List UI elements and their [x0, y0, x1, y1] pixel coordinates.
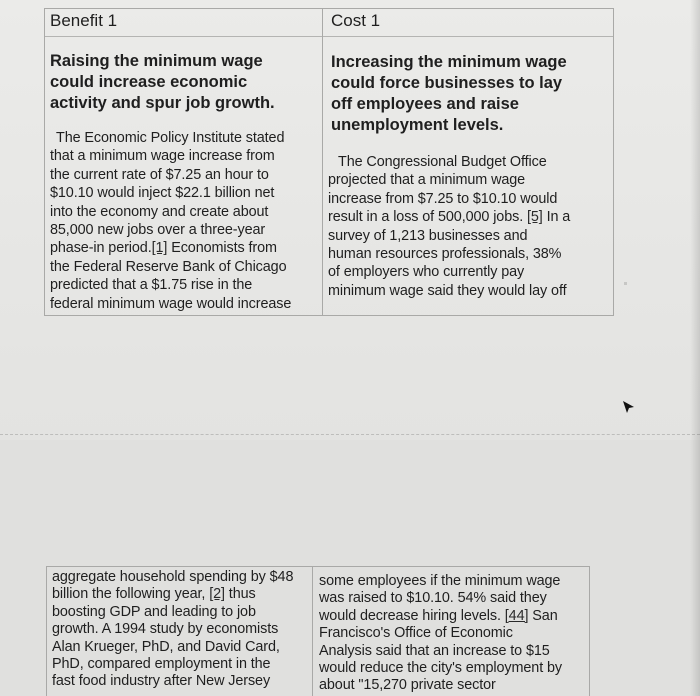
citation-link-5[interactable]: [5]: [527, 209, 543, 226]
body-text: would decrease hiring levels.: [319, 607, 505, 624]
body-line: increase from $7.25 to $10.10 would: [328, 190, 558, 207]
header-divider: [45, 36, 322, 37]
body-line: the current rate of $7.25 an hour to: [50, 166, 269, 183]
claim-line: unemployment levels.: [331, 116, 504, 134]
body-line: projected that a minimum wage: [328, 172, 526, 189]
page-break-line: [0, 434, 700, 435]
edge-shadow: [690, 0, 700, 696]
benefit-claim: [50, 51, 320, 114]
claim-line: Raising the minimum wage: [50, 52, 263, 70]
body-line: into the economy and create about: [50, 203, 269, 220]
body-text: thus: [224, 586, 256, 603]
benefit-cost-table: [44, 8, 614, 316]
body-line: [52, 586, 316, 603]
citation-link-2[interactable]: [2]: [209, 586, 225, 603]
body-line: boosting GDP and leading to job: [52, 603, 256, 620]
body-line: the Federal Reserve Bank of Chicago: [50, 258, 287, 275]
body-line: about "15,270 private sector: [319, 677, 496, 694]
body-line: 85,000 new jobs over a three-year: [50, 222, 266, 239]
cost-body: [328, 153, 612, 300]
body-line: [319, 608, 590, 625]
benefit-body: [50, 129, 322, 313]
body-line: minimum wage said they would lay off: [328, 282, 567, 299]
benefit-cost-table-continued: [46, 566, 590, 696]
body-line: [328, 208, 612, 226]
cost-column-continued: [313, 567, 590, 696]
body-line: would reduce the city's employment by: [319, 660, 563, 677]
body-line: predicted that a $1.75 rise in the: [50, 277, 253, 294]
body-line: aggregate household spending by $48: [52, 569, 294, 585]
claim-line: could force businesses to lay: [331, 74, 563, 92]
claim-line: activity and spur job growth.: [50, 94, 275, 112]
body-text: In a: [542, 209, 571, 226]
body-line: Alan Krueger, PhD, and David Card,: [52, 638, 280, 655]
cost-column: [323, 9, 613, 315]
citation-link-1[interactable]: [1]: [151, 240, 168, 257]
citation-link-44[interactable]: [44]: [504, 607, 529, 624]
body-line: that a minimum wage increase from: [50, 148, 275, 165]
claim-line: could increase economic: [50, 73, 248, 91]
body-text: San: [528, 607, 558, 624]
benefit-body-continued: [52, 569, 316, 691]
claim-line: Increasing the minimum wage: [331, 53, 567, 71]
body-line: human resources professionals, 38%: [328, 246, 562, 263]
header-divider: [323, 36, 613, 37]
body-line: PhD, compared employment in the: [52, 656, 271, 673]
body-line: of employers who currently pay: [328, 264, 525, 281]
body-line: some employees if the minimum wage: [319, 573, 561, 589]
cost-header: Cost 1: [331, 11, 381, 30]
cost-claim: [331, 52, 613, 136]
body-text: Economists from: [167, 240, 277, 257]
benefit-header: Benefit 1: [50, 11, 118, 30]
body-line: $10.10 would inject $22.1 billion net: [50, 185, 275, 202]
body-line: fast food industry after New Jersey: [52, 673, 271, 690]
body-line: growth. A 1994 study by economists: [52, 621, 279, 638]
cost-body-continued: [319, 573, 590, 695]
benefit-column: [45, 9, 323, 315]
claim-line: off employees and raise: [331, 95, 519, 113]
body-line: [50, 239, 322, 257]
speck: [624, 282, 627, 285]
benefit-column-continued: [47, 567, 313, 696]
body-text: result in a loss of 500,000 jobs.: [328, 209, 527, 226]
body-line: The Congressional Budget Office: [338, 154, 547, 170]
body-line: The Economic Policy Institute stated: [56, 130, 285, 146]
body-line: Analysis said that an increase to $15: [319, 642, 550, 659]
body-text: phase-in period.: [50, 240, 152, 257]
mouse-pointer-icon: [622, 400, 636, 414]
body-line: Francisco's Office of Economic: [319, 625, 513, 642]
body-line: federal minimum wage would increase: [50, 295, 292, 312]
body-text: billion the following year,: [52, 586, 210, 603]
body-line: survey of 1,213 businesses and: [328, 227, 528, 244]
body-line: was raised to $10.10. 54% said they: [319, 590, 547, 607]
